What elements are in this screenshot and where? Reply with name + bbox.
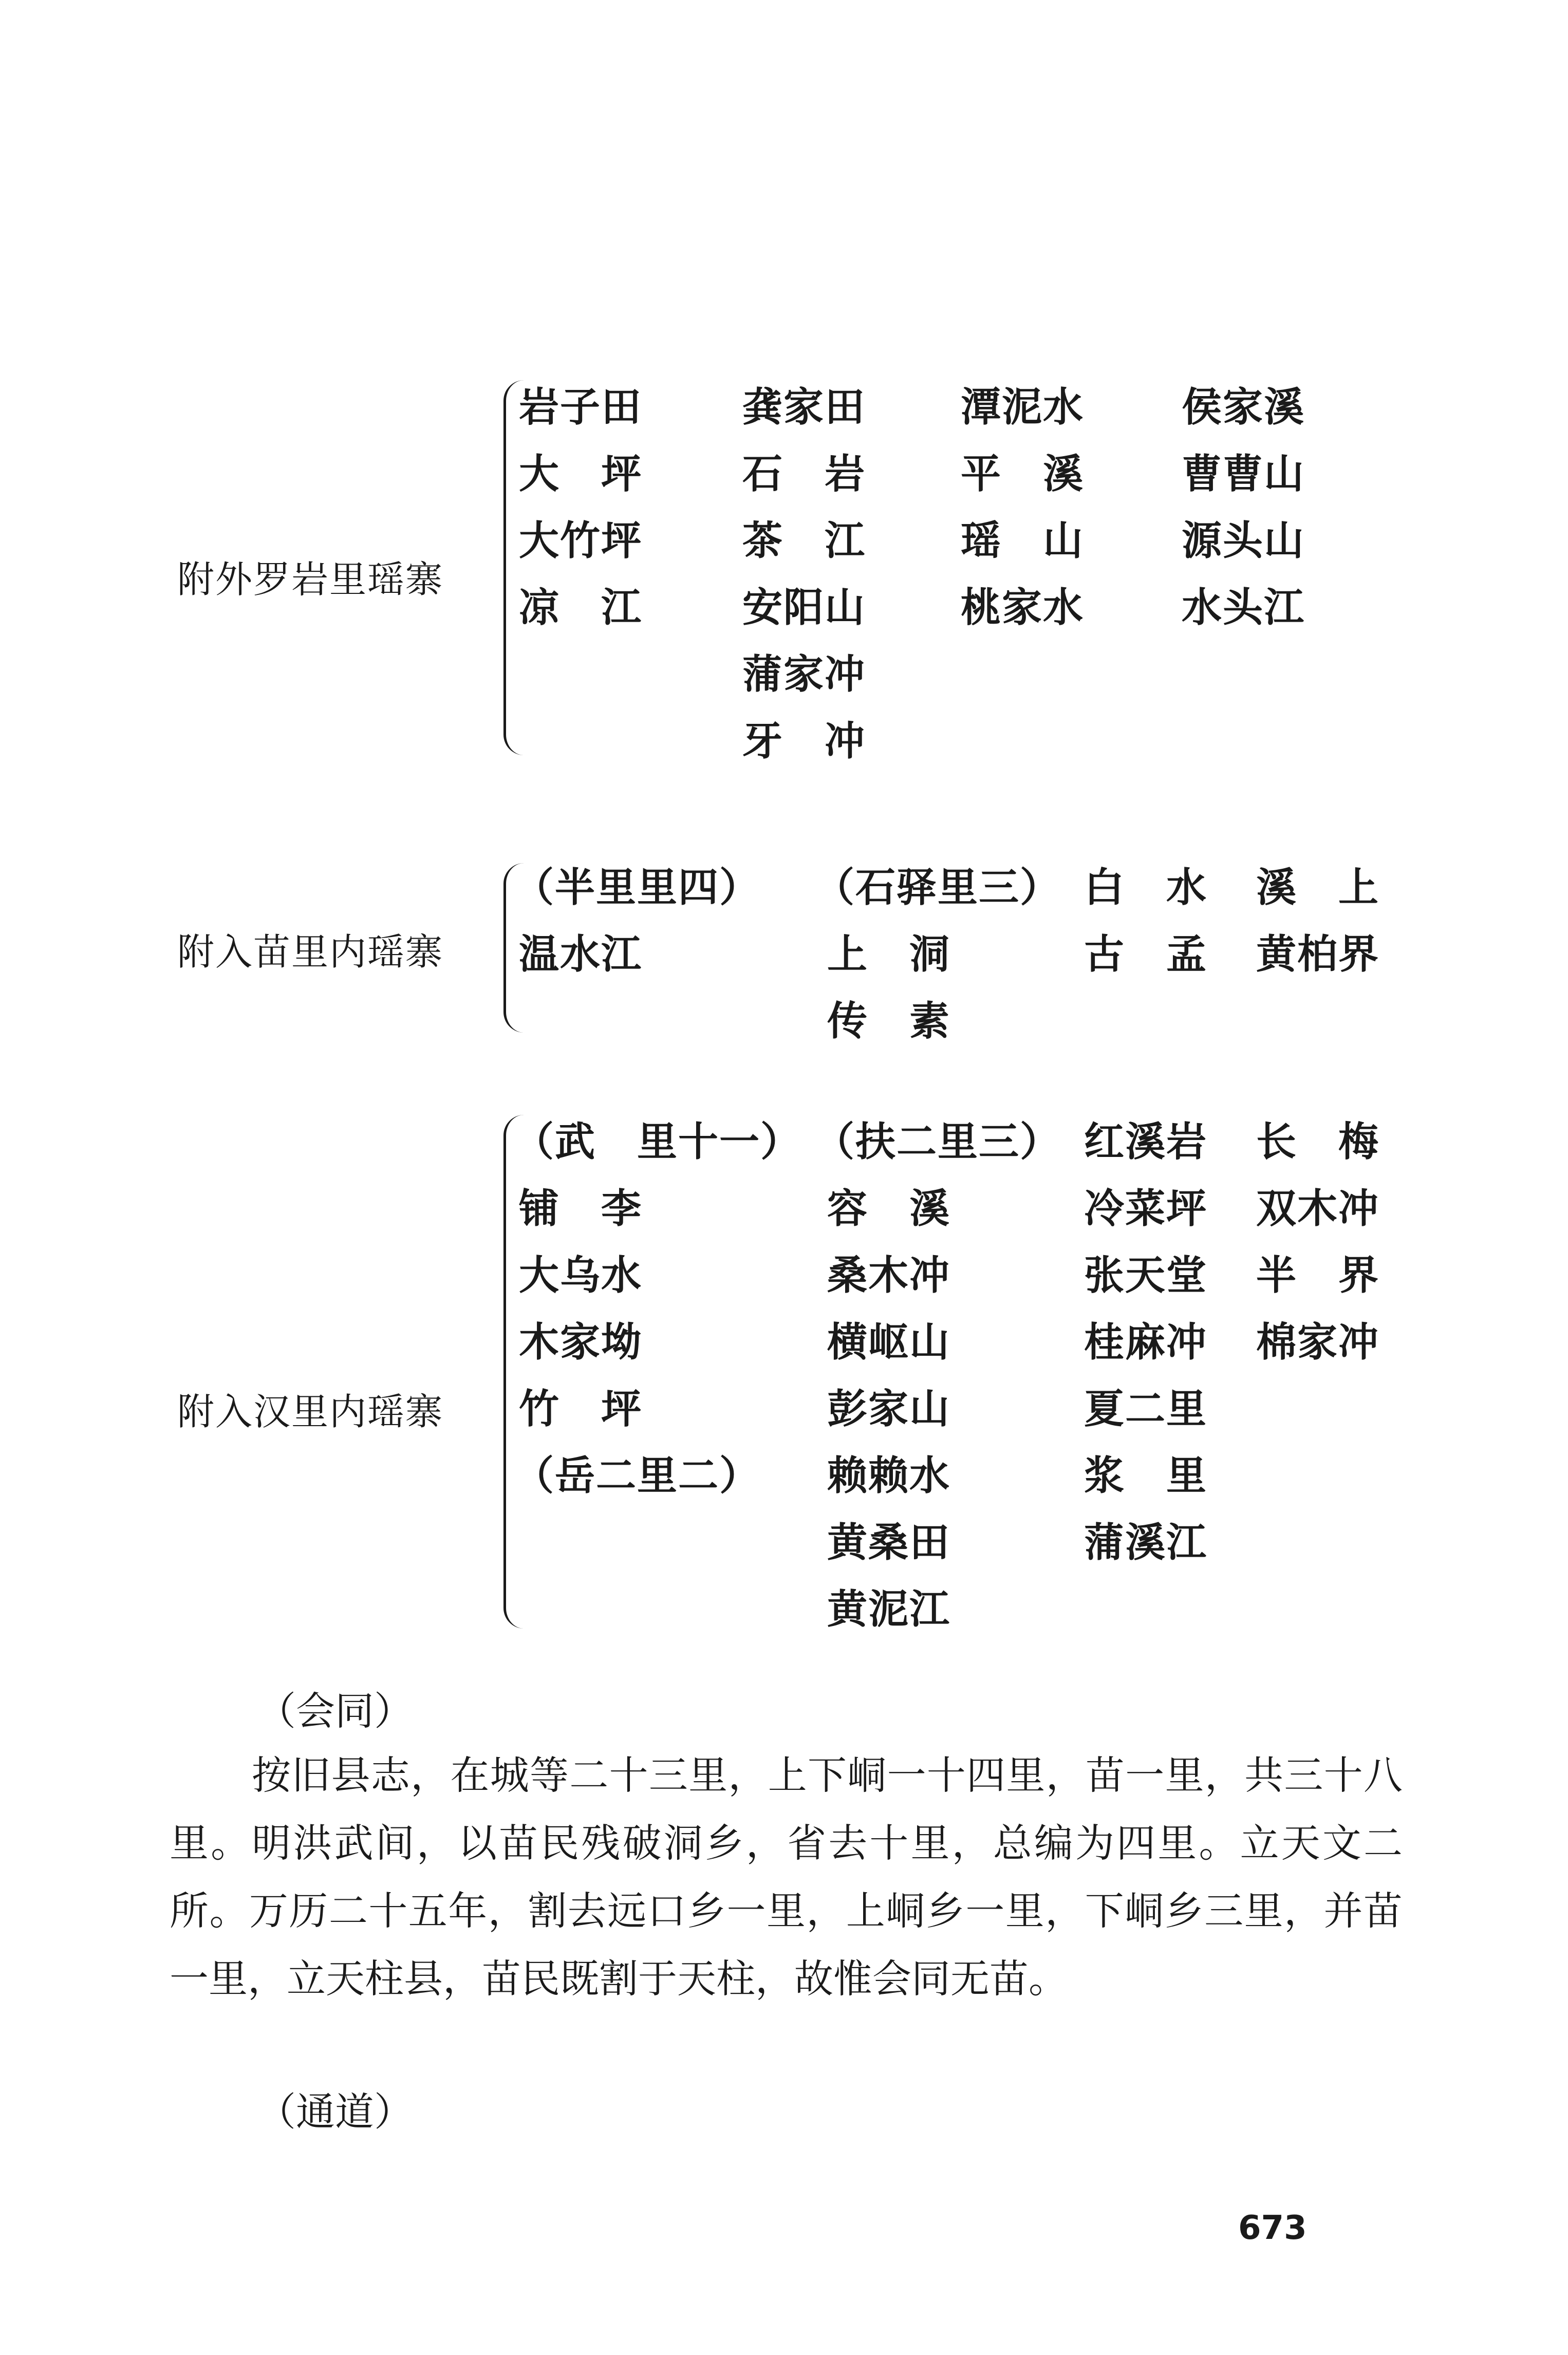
entry: 传 素 xyxy=(827,998,951,1044)
entry: 温水江 xyxy=(519,931,643,978)
entry: （半里里四） xyxy=(514,864,761,911)
entry: 棉家冲 xyxy=(1256,1319,1380,1366)
huitong-paragraph: 按旧县志，在城等二十三里，上下峒一十四里，苗一里，共三十八里。明洪武间，以苗民残破洞乡，省去十里，总编为四里。立天文二所。万历二十五年，割去远口乡一里，上峒乡一里，下峒乡三里，并苗一里，立天柱县，苗民既割于天柱，故惟会同无苗。 xyxy=(170,1752,1403,2002)
entry: 茶 江 xyxy=(742,517,866,564)
entry: 横岖山 xyxy=(827,1319,951,1366)
entry: 容 溪 xyxy=(827,1185,951,1232)
entry: 长 梅 xyxy=(1256,1118,1380,1165)
entry: 蒲溪江 xyxy=(1084,1519,1208,1566)
entry: 大 坪 xyxy=(519,451,643,497)
entry: 木家坳 xyxy=(519,1319,643,1366)
entry: 竹 坪 xyxy=(519,1386,643,1432)
entry: 凉 江 xyxy=(519,584,643,631)
entry: （武 里十一） xyxy=(514,1118,802,1165)
brace-section-1 xyxy=(503,380,525,755)
entry: 溪 上 xyxy=(1256,864,1380,911)
entry: 龚家田 xyxy=(742,384,866,431)
entry: 红溪岩 xyxy=(1084,1118,1208,1165)
entry: 平 溪 xyxy=(961,451,1085,497)
entry: 桂麻冲 xyxy=(1084,1319,1208,1366)
entry: 大乌水 xyxy=(519,1252,643,1299)
entry: 牙 冲 xyxy=(742,718,866,764)
entry: 桑木冲 xyxy=(827,1252,951,1299)
entry: 曹曹山 xyxy=(1182,451,1305,497)
entry: 彭家山 xyxy=(827,1386,951,1432)
section-label-miaoli: 附入苗里内瑶寨 xyxy=(177,930,444,974)
entry: 安阳山 xyxy=(742,584,866,631)
entry: 赖赖水 xyxy=(827,1452,951,1499)
entry: 夏二里 xyxy=(1084,1386,1208,1432)
entry: （岳二里二） xyxy=(514,1452,761,1499)
entry: 潭泥水 xyxy=(961,384,1085,431)
entry: 张天堂 xyxy=(1084,1252,1208,1299)
page-number: 673 xyxy=(1238,2209,1307,2247)
entry: 古 孟 xyxy=(1084,931,1208,978)
entry: 水头江 xyxy=(1182,584,1305,631)
entry: 半 界 xyxy=(1256,1252,1380,1299)
entry: 浆 里 xyxy=(1084,1452,1208,1499)
entry: 双木冲 xyxy=(1256,1185,1380,1232)
entry: 黄柏界 xyxy=(1256,931,1380,978)
entry: （扶二里三） xyxy=(814,1118,1061,1165)
entry: 岩子田 xyxy=(519,384,643,431)
entry: 侯家溪 xyxy=(1182,384,1305,431)
entry: 黄桑田 xyxy=(827,1519,951,1566)
entry: （石驿里三） xyxy=(814,864,1061,911)
entry: 大竹坪 xyxy=(519,517,643,564)
entry: 瑶 山 xyxy=(961,517,1085,564)
entry: 桃家水 xyxy=(961,584,1085,631)
entry: 蒲家冲 xyxy=(742,651,866,698)
section-label-hanli: 附入汉里内瑶寨 xyxy=(177,1390,444,1433)
entry: 上 洞 xyxy=(827,931,951,978)
tongdao-heading: （通道） xyxy=(257,2089,413,2135)
entry: 黄泥江 xyxy=(827,1586,951,1633)
entry: 源头山 xyxy=(1182,517,1305,564)
entry: 石 岩 xyxy=(742,451,866,497)
entry: 铺 李 xyxy=(519,1185,643,1232)
section-label-waluoyan: 附外罗岩里瑶寨 xyxy=(177,558,444,601)
entry: 白 水 xyxy=(1084,864,1208,911)
huitong-heading: （会同） xyxy=(257,1688,413,1734)
entry: 冷菜坪 xyxy=(1084,1185,1208,1232)
